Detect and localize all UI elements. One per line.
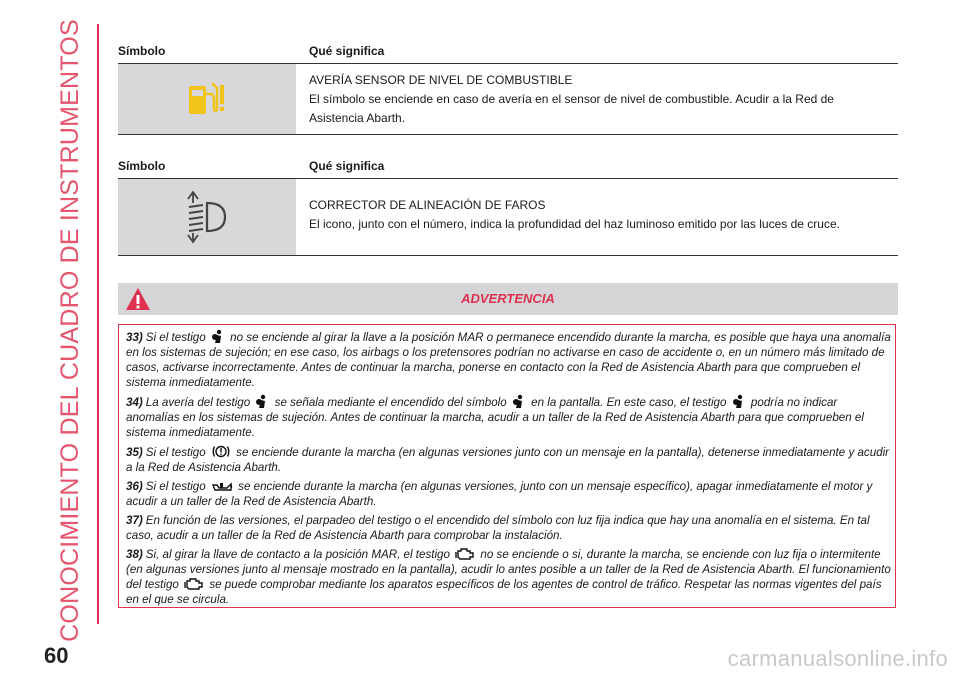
note-33: 33) Si el testigo no se enciende al girar la llave a la posición MAR o permanece encendido durante la marcha, es posible que haya una anomalía en los sistemas de sujeción; en ese caso, los airbags o los pretensores podrían no activarse en caso de accidente o, en un número más limitado de casos, activarse incorrectamente. Antes de continuar la marcha, ponerse en contacto con la Red de Asistencia Abarth para que comprueben el sistema inmediatamente. [126,331,891,389]
symbol-cell [118,64,296,134]
column-header-meaning: Qué significa [309,44,385,58]
table-rule [118,255,898,256]
table-row [309,71,889,128]
note-37: 37) En función de las versiones, el parpadeo del testigo o el encendido del símbolo con luz fija indica que hay una anomalía en el sistema. En tal caso, acudir a un taller de la Red de Asistencia Abarth para comprobar la instalación. [126,514,870,542]
engine-check-icon [184,577,204,591]
row-description: El icono, junto con el número, indica la profundidad del haz luminoso emitido por las luces de cruce. [309,217,840,231]
symbol-cell [118,179,296,255]
note-36: 36) Si el testigo se enciende durante la marcha (en algunas versiones, junto con un mensaje específico), apagar inmediatamente el motor y acudir a un taller de la Red de Asistencia Abarth. [126,480,873,508]
warning-notes [126,329,892,611]
column-header-symbol: Símbolo [118,44,166,58]
headlight-leveling-icon [177,189,237,245]
row-title: CORRECTOR DE ALINEACIÓN DE FAROS [309,198,546,212]
row-description: El símbolo se enciende en caso de avería en el sensor de nivel de combustible. Acudir a la Red de Asistencia Abarth. [309,92,834,125]
row-title: AVERÍA SENSOR DE NIVEL DE COMBUSTIBLE [309,73,573,87]
airbag-warning-icon [211,329,225,344]
chapter-title: CONOCIMIENTO DEL CUADRO DE INSTRUMENTOS [55,18,84,642]
note-34: 34) La avería del testigo se señala mediante el encendido del símbolo en la pantalla. En este caso, el testigo podría no indicar anomalías en los sistemas de sujeción. Antes de continuar la marcha, acudir a un taller de la Red de Asistencia Abarth para que comprueben el sistema inmediatamente. [126,396,864,439]
watermark: carmanualsonline.info [727,646,948,671]
airbag-warning-icon [512,394,526,409]
column-header-symbol: Símbolo [118,159,166,173]
note-35: 35) Si el testigo se enciende durante la marcha (en algunas versiones junto con un mensaje en la pantalla), detenerse inmediatamente y acudir a la Red de Asistencia Abarth. [126,446,890,474]
warning-header [118,283,898,315]
fuel-sensor-warning-icon [184,76,230,122]
column-header-meaning: Qué significa [309,159,385,173]
brake-warning-icon [211,444,231,459]
airbag-warning-icon [255,394,269,409]
chapter-divider [97,24,99,624]
table-row [309,196,889,234]
oil-pressure-icon [211,480,233,493]
table-rule [118,134,898,135]
airbag-warning-icon [732,394,746,409]
warning-title: ADVERTENCIA [461,291,555,306]
engine-check-icon [455,547,475,561]
note-38: 38) Si, al girar la llave de contacto a la posición MAR, el testigo no se enciende o si, durante la marcha, se enciende con luz fija o intermitente (en algunas versiones junto al mensaje mostrado en la pantalla), acudir lo antes posible a un taller de la Red de Asistencia Abarth. El funcionamiento del testigo se puede comprobar mediante los aparatos específicos de los agentes de control de tráfico. Respetar las normas vigentes del país en el que se circula. [126,548,891,606]
page-number: 60 [44,643,69,668]
